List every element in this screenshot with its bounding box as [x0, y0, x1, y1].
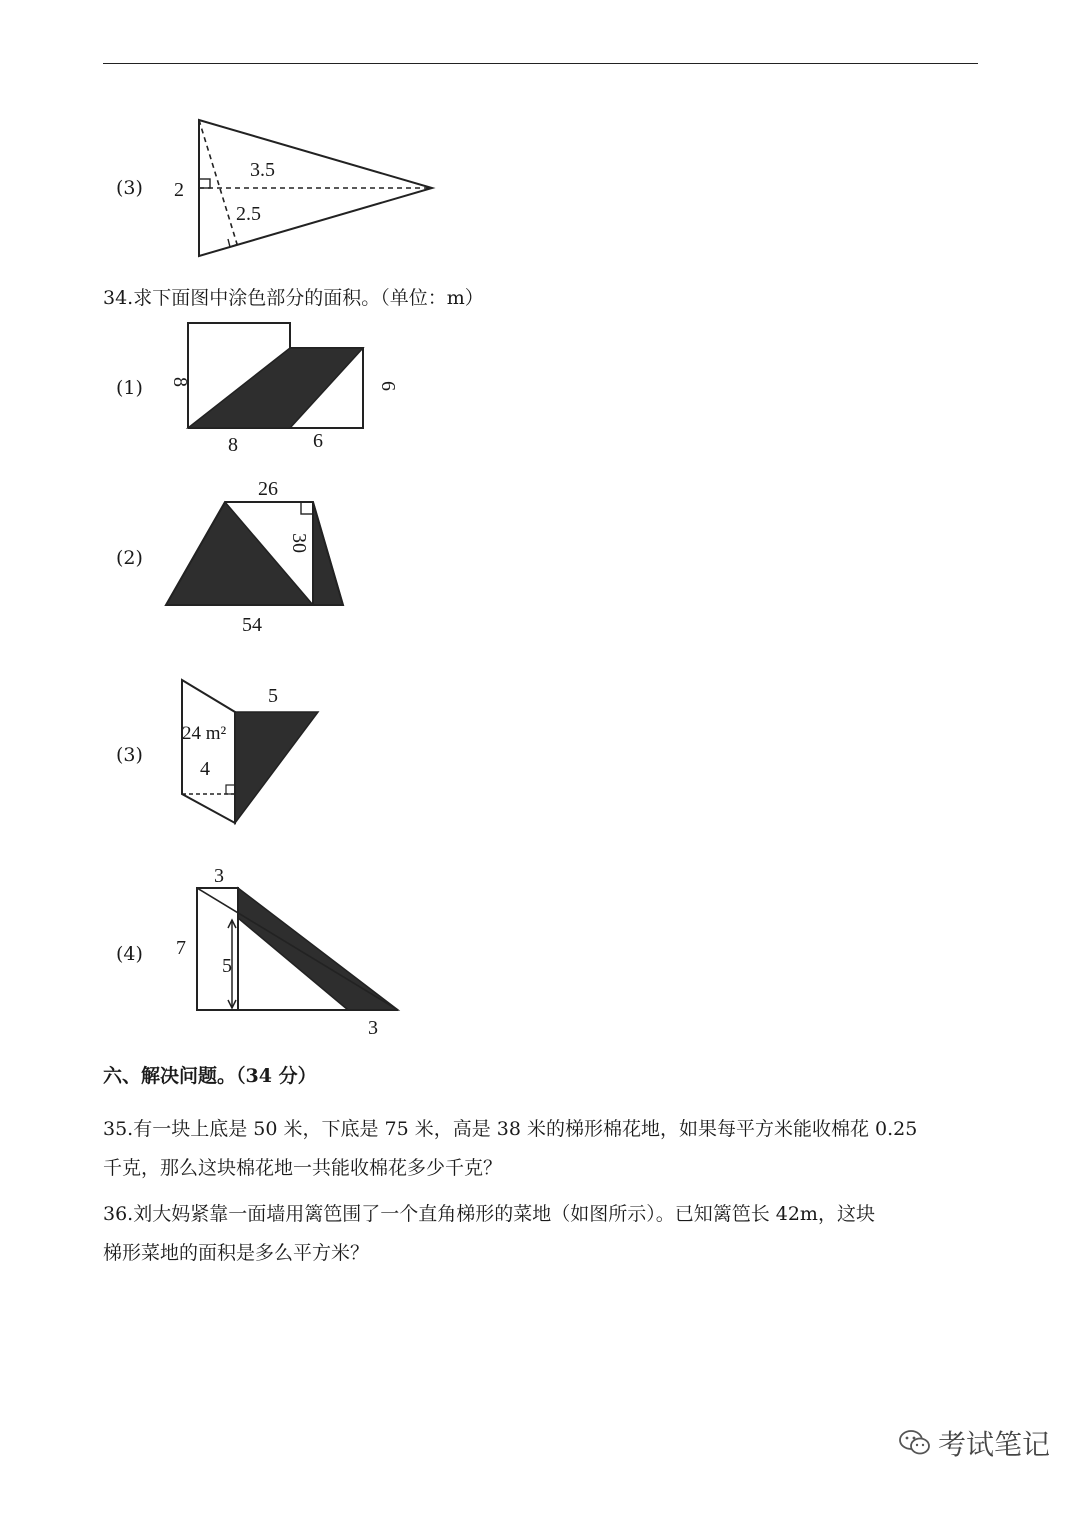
q36-line2: 梯形菜地的面积是多么平方米？ — [103, 1242, 370, 1264]
dim-bottom: 2.5 — [236, 203, 261, 225]
q34-fig2-label: (2) — [116, 547, 143, 569]
dim-area: 24 m² — [182, 723, 227, 744]
shaded-strip — [238, 888, 398, 1010]
shaded-triangle — [235, 712, 318, 823]
dim-top: 3.5 — [250, 159, 275, 181]
q34-fig3-figure — [160, 670, 360, 835]
dim-bottom-right: 6 — [313, 430, 323, 452]
dim-left: 7 — [176, 937, 186, 959]
watermark-text: 考试笔记 — [938, 1428, 1051, 1461]
q34-fig1-figure — [160, 315, 400, 460]
header-rule — [103, 63, 978, 64]
section6-title: 六、解决问题。 — [103, 1065, 237, 1087]
parallelogram-outline — [182, 680, 235, 823]
watermark — [898, 1423, 1050, 1463]
dim-left: 8 — [169, 377, 191, 387]
shaded-parallelogram — [188, 348, 363, 428]
dim-height: 4 — [200, 758, 210, 780]
right-angle-mark — [226, 785, 235, 794]
q34-fig1-label: (1) — [116, 377, 143, 399]
q33-part3-figure — [160, 110, 450, 260]
right-angle-mark — [301, 502, 313, 514]
dim-right: 6 — [377, 381, 399, 391]
section6-score: （34 分） — [236, 1065, 317, 1087]
q34-fig4-label: (4) — [116, 943, 143, 965]
dim-bottom-left: 8 — [228, 434, 238, 456]
q35-line2: 千克，那么这块棉花地一共能收棉花多少千克？ — [103, 1157, 503, 1179]
dim-top: 26 — [258, 478, 278, 500]
dim-top: 3 — [214, 865, 224, 887]
foot-dashed — [199, 120, 237, 244]
shaded-left-triangle — [166, 502, 313, 605]
wechat-icon — [898, 1428, 932, 1458]
q36-line1: 36.刘大妈紧靠一面墙用篱笆围了一个直角梯形的菜地（如图所示）。已知篱笆长 42m，这块 — [103, 1203, 875, 1225]
dim-bottom-right: 3 — [368, 1017, 378, 1039]
q34-stem: 34.求下面图中涂色部分的面积。（单位：m） — [103, 287, 484, 309]
dim-top: 5 — [268, 685, 278, 707]
q35-line1: 35.有一块上底是 50 米，下底是 75 米，高是 38 米的梯形棉花地，如果每平方米能收棉花 0.25 — [103, 1118, 918, 1140]
dim-bottom: 54 — [242, 614, 262, 636]
q33-part3-label: (3) — [116, 177, 143, 199]
dim-inner: 5 — [222, 955, 232, 977]
big-triangle-hyp — [197, 888, 398, 1010]
q34-fig3-label: (3) — [116, 744, 143, 766]
section6-heading — [103, 1061, 317, 1088]
right-angle-mark — [199, 179, 210, 188]
q34-fig2-figure — [160, 475, 360, 640]
dim-height: 2 — [174, 179, 184, 201]
dim-height: 30 — [288, 533, 310, 553]
q34-fig4-figure — [160, 860, 420, 1045]
